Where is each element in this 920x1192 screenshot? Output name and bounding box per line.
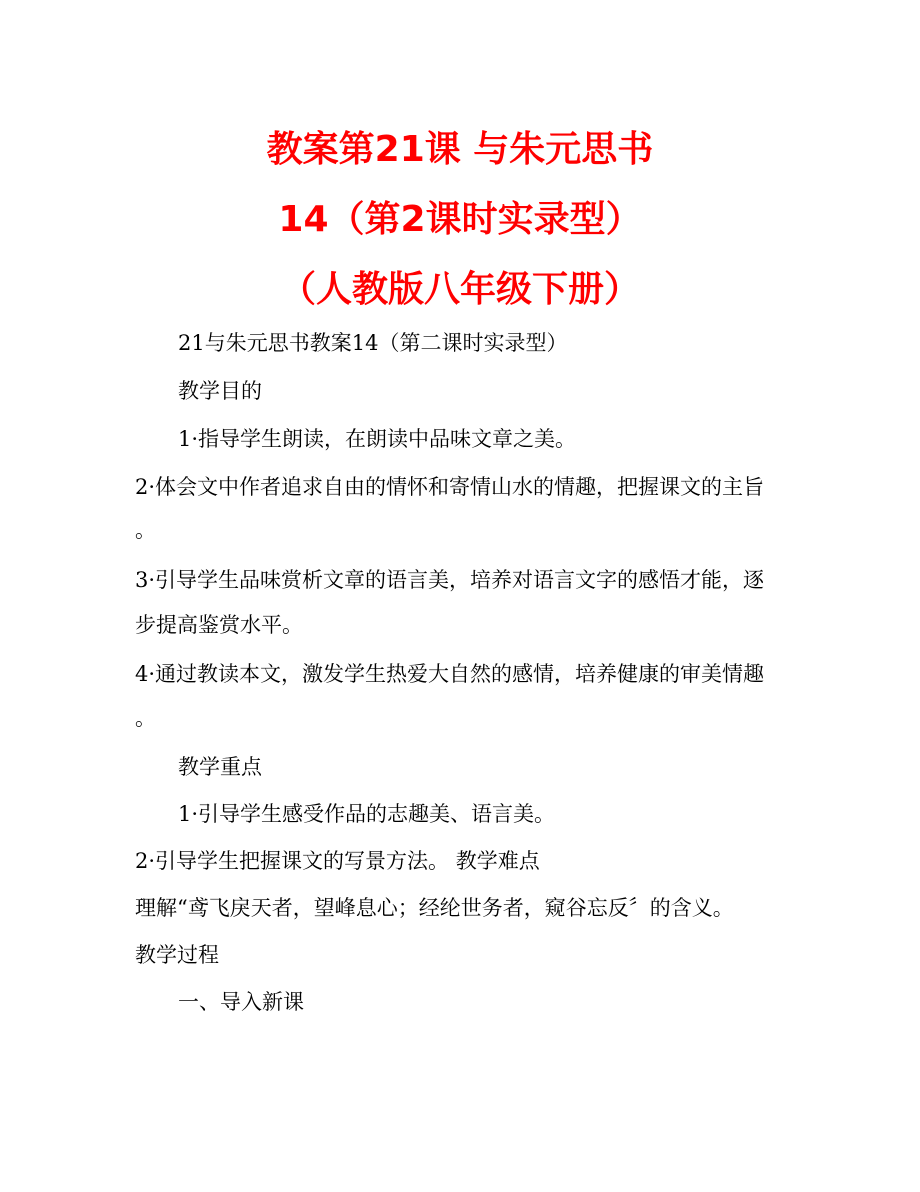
focus-heading: 教学重点 xyxy=(178,755,262,779)
goal-item-1: 1·指导学生朗读，在朗读中品味文章之美。 xyxy=(178,427,577,451)
process-step-1: 一、导入新课 xyxy=(178,990,304,1014)
document-subtitle: 21与朱元思书教案14（第二课时实录型） xyxy=(178,331,568,355)
document-title-line-3: （人教版八年级下册） xyxy=(279,269,640,310)
focus-item-1: 1·引导学生感受作品的志趣美、语言美。 xyxy=(178,802,556,826)
difficulty-text: 理解“鸢飞戾天者，望峰息心；经纶世务者，窥谷忘反〞的含义。 xyxy=(135,896,734,920)
process-heading: 教学过程 xyxy=(135,943,219,967)
goal-item-3-line-2: 步提高鉴赏水平。 xyxy=(135,613,303,637)
goal-item-3-line-1: 3·引导学生品味赏析文章的语言美，培养对语言文字的感悟才能，逐 xyxy=(135,568,765,592)
goal-item-2-line-1: 2·体会文中作者追求自由的情怀和寄情山水的情趣，把握课文的主旨 xyxy=(135,475,765,499)
focus-item-2: 2·引导学生把握课文的写景方法。 教学难点 xyxy=(135,849,540,873)
goal-item-2-line-2: 。 xyxy=(135,518,156,542)
goal-item-4-line-1: 4·通过教读本文，激发学生热爱大自然的感情，培养健康的审美情趣 xyxy=(135,662,765,686)
document-title-line-1: 教案第21课 与朱元思书 xyxy=(266,129,654,170)
goal-item-4-line-2: 。 xyxy=(135,706,156,730)
document-title-line-2: 14（第2课时实录型） xyxy=(278,199,642,240)
goals-heading: 教学目的 xyxy=(178,379,262,403)
